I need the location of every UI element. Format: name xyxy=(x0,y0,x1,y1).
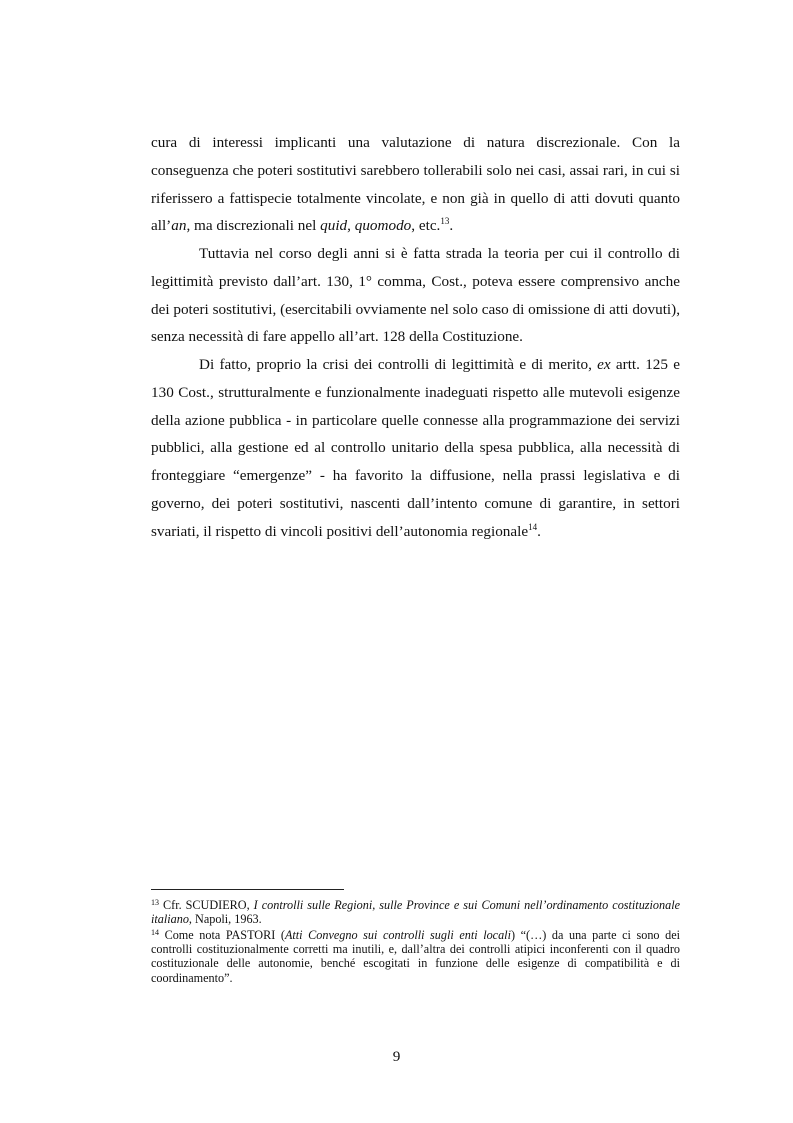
italic-term-quid: quid xyxy=(320,217,348,235)
paragraph-text: . xyxy=(449,217,454,235)
footnote-number: 13 xyxy=(151,898,159,907)
footnote-text: Cfr. SCUDIERO, xyxy=(159,898,254,912)
body-paragraph-3 xyxy=(151,351,680,546)
footnote-number: 14 xyxy=(151,928,159,937)
body-paragraph-1 xyxy=(151,129,680,240)
page-number: 9 xyxy=(392,1048,401,1065)
paragraph-text: , xyxy=(347,217,355,235)
footnote-title: Atti Convegno sui controlli sugli enti locali xyxy=(284,928,511,942)
paragraph-text: Di fatto, proprio la crisi dei controlli di legittimità e di merito, xyxy=(199,356,598,373)
footnote-separator xyxy=(151,889,344,890)
paragraph-text: cura di interessi implicanti una valutazione di natura discrezionale. Con la conseguenza che poteri sostitutivi sarebbero tollerabili solo nei casi, assai rari, in cui si riferissero a fattispecie totalmente vincolate, e non già in quello di atti dovuti quanto all’ xyxy=(151,134,680,235)
italic-term-ex: ex xyxy=(597,356,611,373)
footnote-14 xyxy=(151,928,680,985)
footnote-title: I controlli sulle Regioni, sulle Province e sui Comuni nell’ordinamento costituzionale italiano xyxy=(151,898,680,927)
footnote-13 xyxy=(151,898,680,926)
italic-term-an: an xyxy=(171,217,187,235)
body-paragraph-2: Tuttavia nel corso degli anni si è fatta strada la teoria per cui il controllo di legittimità previsto dall’art. 130, 1° comma, Cost., poteva essere comprensivo anche dei poteri sostitutivi, (esercitabili ovviamente nel solo caso di omissione di atti dovuti), senza necessità di fare appello all’art. 128 della Costituzione. xyxy=(151,245,680,346)
italic-term-quomodo: quomodo xyxy=(354,217,412,235)
paragraph-text: . xyxy=(537,522,541,540)
footnote-ref-14[interactable]: 14 xyxy=(528,521,538,532)
footnote-text: , Napoli, 1963. xyxy=(188,912,262,927)
paragraph-text: , etc. xyxy=(411,217,441,235)
paragraph-text: artt. 125 e 130 Cost., strutturalmente e funzionalmente inadeguati rispetto alle mutevoli esigenze della azione pubblica - in particolare quelle connesse alla programmazione dei servizi pubblici, alla gestione ed al controllo unitario della spesa pubblica, alla necessità di fronteggiare “emergenze” - ha favorito la diffusione, nella prassi legislativa e di governo, dei poteri sostitutivi, nascenti dall’intento comune di garantire, in settori svariati, il rispetto di vincoli positivi dell’autonomia regionale xyxy=(151,356,680,540)
paragraph-text: , ma discrezionali nel xyxy=(186,217,321,235)
footnote-ref-13[interactable]: 13 xyxy=(440,216,450,227)
footnote-text: ) “(…) da una parte ci sono dei controlli costituzionalmente corretti ma inutili, e, dall’altra dei controlli atipici inconferenti con il quadro costituzionale delle autonomie, benché escogitati in funzione delle esigenze di compatibilità e di coordinamento”. xyxy=(151,928,680,985)
footnote-text: Come nota PASTORI ( xyxy=(159,928,285,942)
